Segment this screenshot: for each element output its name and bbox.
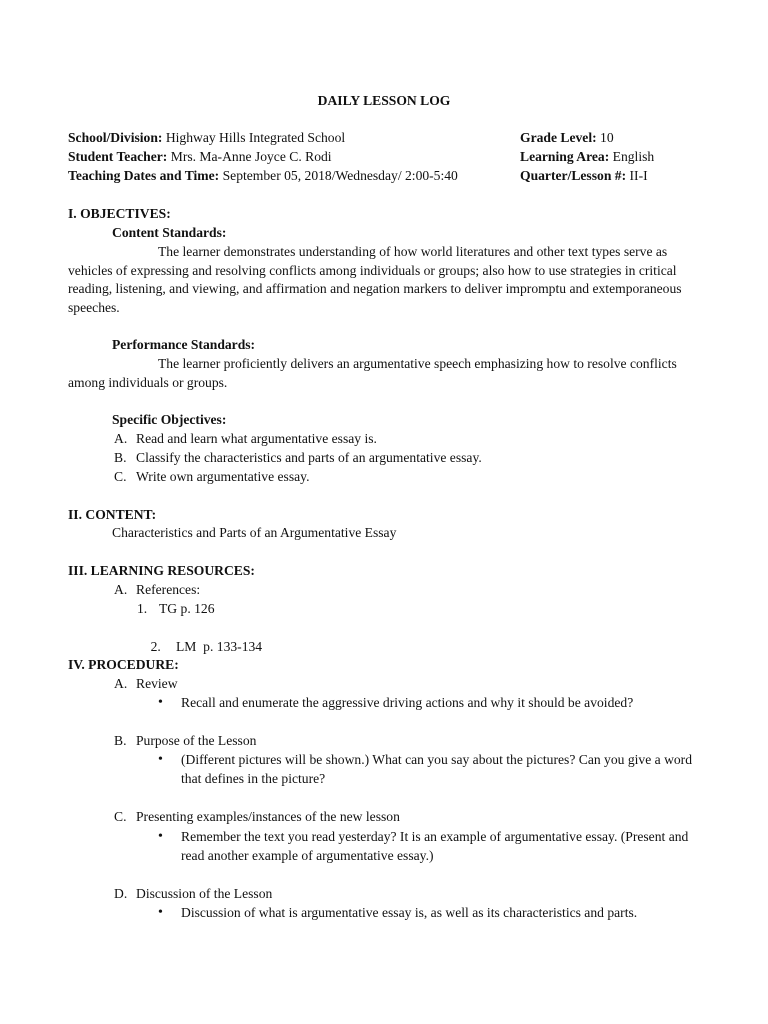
specific-objective-item — [114, 468, 309, 487]
step-label: Presenting examples/instances of the new lesson — [136, 809, 400, 824]
item-text: TG p. 126 — [159, 601, 215, 616]
quarter-lesson-label: Quarter/Lesson #: — [520, 168, 627, 183]
grade-level-line — [520, 129, 614, 148]
learning-area-value: English — [612, 149, 655, 164]
learning-resources-heading: III. LEARNING RESOURCES: — [68, 563, 255, 578]
content-standards-label: Content Standards: — [112, 225, 227, 240]
bullet-glyph: • — [158, 752, 163, 767]
item-letter: C. — [114, 469, 127, 484]
item-letter: C. — [114, 809, 127, 824]
references-line — [114, 581, 200, 600]
school-division-label: School/Division: — [68, 130, 163, 145]
specific-objectives-label: Specific Objectives: — [112, 412, 227, 427]
item-letter: A. — [114, 676, 128, 691]
procedure-step — [114, 732, 256, 751]
bullet-text: (Different pictures will be shown.) What can you say about the pictures? Can you give a word that defines in the picture? — [181, 752, 693, 786]
bullet-text: Discussion of what is argumentative essay is, as well as its characteristics and parts. — [181, 905, 638, 920]
item-letter: D. — [114, 886, 128, 901]
document-title: DAILY LESSON LOG — [317, 93, 451, 108]
objectives-heading: I. OBJECTIVES: — [68, 206, 171, 221]
item-number: 2. — [150, 638, 161, 654]
quarter-lesson-value: II-I — [629, 168, 648, 183]
content-heading: II. CONTENT: — [68, 507, 157, 522]
content-text: Characteristics and Parts of an Argumentative Essay — [112, 525, 397, 540]
school-division-line — [68, 129, 345, 148]
content-standards-text: The learner demonstrates understanding of how world literatures and other text types serve as vehicles of expressing and resolving conflicts among individuals or groups; also how to use strategies in critical reading, listening, and viewing, and affirmation and negation markers to deliver impromptu and extemporaneous speeches. — [68, 244, 682, 315]
item-letter: A. — [114, 582, 128, 597]
item-letter: B. — [114, 733, 127, 748]
item-text: Classify the characteristics and parts of an argumentative essay. — [136, 450, 482, 465]
procedure-heading: IV. PROCEDURE: — [68, 657, 179, 672]
bullet-glyph: • — [158, 905, 163, 920]
procedure-step — [114, 675, 178, 694]
reference-item — [137, 600, 215, 619]
item-letter: A. — [114, 431, 128, 446]
learning-area-label: Learning Area: — [520, 149, 610, 164]
student-teacher-label: Student Teacher: — [68, 149, 168, 164]
specific-objective-item — [114, 430, 377, 449]
item-text: Write own argumentative essay. — [136, 469, 310, 484]
teaching-dates-line — [68, 167, 458, 186]
bullet-glyph: • — [158, 695, 163, 710]
performance-standards-label: Performance Standards: — [112, 337, 256, 352]
student-teacher-line — [68, 148, 332, 167]
procedure-step — [114, 885, 272, 904]
quarter-lesson-line — [520, 167, 648, 186]
references-label: References: — [136, 582, 201, 597]
item-letter: B. — [114, 450, 127, 465]
step-label: Review — [136, 676, 178, 691]
procedure-step — [114, 808, 400, 827]
bullet-text: Recall and enumerate the aggressive driving actions and why it should be avoided? — [181, 695, 634, 710]
bullet-glyph: • — [158, 829, 163, 844]
procedure-bullet — [158, 751, 714, 788]
procedure-bullet — [158, 904, 714, 923]
item-number: 1. — [137, 601, 148, 616]
step-label: Purpose of the Lesson — [136, 733, 257, 748]
grade-level-label: Grade Level: — [520, 130, 597, 145]
item-text: Read and learn what argumentative essay is. — [136, 431, 377, 446]
learning-area-line — [520, 148, 654, 167]
procedure-bullet — [158, 828, 714, 865]
item-text: LM p. 133-134 — [172, 638, 263, 654]
teaching-dates-value: September 05, 2018/Wednesday/ 2:00-5:40 — [222, 168, 458, 183]
procedure-bullet — [158, 694, 714, 713]
bullet-text: Remember the text you read yesterday? It is an example of argumentative essay. (Present and read another example of argumentative essay.) — [181, 829, 689, 863]
teaching-dates-label: Teaching Dates and Time: — [68, 168, 220, 183]
performance-standards-text: The learner proficiently delivers an argumentative speech emphasizing how to resolve conflicts among individuals or groups. — [68, 356, 677, 390]
step-label: Discussion of the Lesson — [136, 886, 273, 901]
grade-level-value: 10 — [600, 130, 614, 145]
specific-objective-item — [114, 449, 482, 468]
student-teacher-value: Mrs. Ma-Anne Joyce C. Rodi — [170, 149, 332, 164]
school-division-value: Highway Hills Integrated School — [165, 130, 346, 145]
